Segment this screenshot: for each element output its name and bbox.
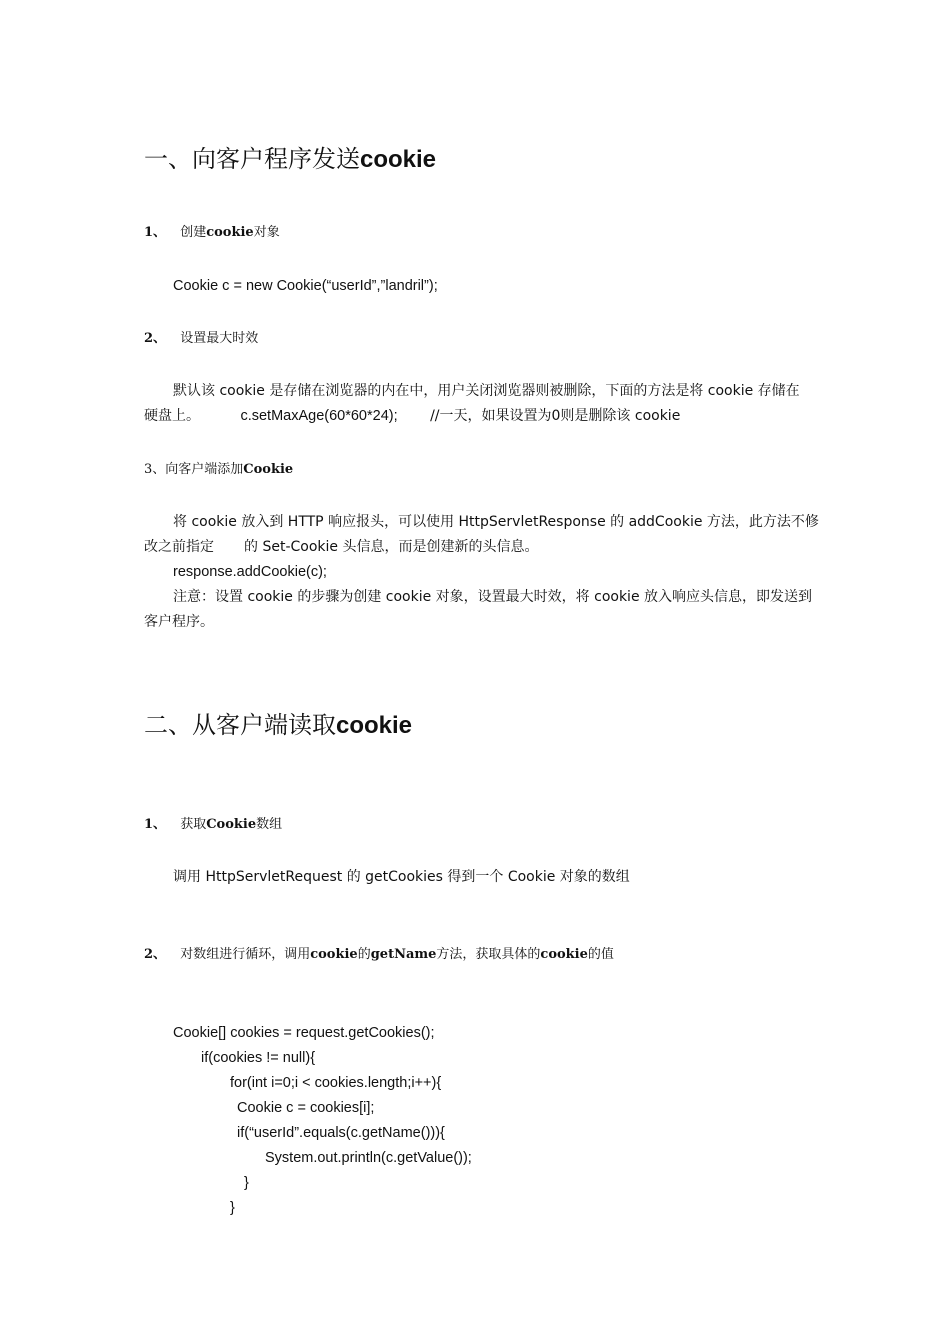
code-line: if(“userId”.equals(c.getName())){ [237, 1125, 445, 1141]
code-line: } [244, 1175, 249, 1191]
item-text-pre: 3、向客户端添加 [144, 462, 244, 477]
section-1-heading [144, 144, 436, 175]
para-max-age-line-1: 默认该 cookie 是存储在浏览器的内在中，用户关闭浏览器则被删除，下面的方法是将 cookie 存储在 [173, 383, 800, 399]
item-text: 的 [357, 947, 371, 962]
item-text-pre: 创建 [180, 225, 207, 240]
note-line-2: 客户程序。 [144, 614, 214, 630]
note-line-1: 注意：设置 cookie 的步骤为创建 cookie 对象，设置最大时效，将 cookie 放入响应头信息，即发送到 [173, 589, 813, 605]
code-line: } [230, 1200, 235, 1216]
code-line: if(cookies != null){ [201, 1050, 316, 1066]
item-text-bold: cookie [206, 225, 254, 240]
item-text-pre: 获取 [180, 817, 207, 832]
para-max-age-line-2 [144, 407, 680, 425]
code-comment: //一天，如果设置为0则是删除该 cookie [430, 408, 681, 424]
item-text: 的值 [587, 947, 614, 962]
section-1-item-3 [144, 461, 293, 479]
item-number: 1、 [144, 817, 167, 832]
section-2-heading-prefix: 二、从客户端读取 [144, 711, 336, 739]
para-add-cookie-line-1: 将 cookie 放入到 HTTP 响应报头，可以使用 HttpServletResponse 的 addCookie 方法，此方法不修 [173, 514, 819, 530]
item-number: 2、 [144, 331, 167, 346]
item-number: 2、 [144, 947, 167, 962]
item-text-bold: cookie [310, 947, 358, 962]
section-1-item-1 [144, 224, 280, 242]
code-set-max-age: c.setMaxAge(60*60*24); [240, 408, 398, 424]
para-text: 硬盘上。 [144, 408, 200, 424]
item-text: 设置最大时效 [180, 331, 259, 346]
para-text: 改之前指定 [144, 539, 214, 555]
section-2-heading-keyword: cookie [336, 712, 413, 739]
para-get-cookies: 调用 HttpServletRequest 的 getCookies 得到一个 Cookie 对象的数组 [173, 869, 630, 885]
code-line: Cookie[] cookies = request.getCookies(); [173, 1025, 435, 1041]
code-line: for(int i=0;i < cookies.length;i++){ [230, 1075, 442, 1091]
item-text-bold: Cookie [206, 817, 257, 832]
code-line: Cookie c = cookies[i]; [237, 1100, 375, 1116]
code-add-cookie: response.addCookie(c); [173, 564, 327, 580]
item-text-bold: getName [370, 947, 437, 962]
section-2-heading [144, 710, 412, 741]
para-text: 的 Set-Cookie 头信息，而是创建新的头信息。 [244, 539, 539, 555]
section-1-item-2 [144, 330, 258, 348]
item-text-post: 数组 [256, 817, 283, 832]
section-1-heading-keyword: cookie [360, 146, 437, 173]
item-text: 方法，获取具体的 [436, 947, 541, 962]
item-number: 1、 [144, 225, 167, 240]
para-add-cookie-line-2 [144, 538, 538, 556]
section-2-item-1 [144, 816, 282, 834]
code-create-cookie: Cookie c = new Cookie(“userId”,”landril”); [173, 278, 438, 294]
item-text: 对数组进行循环，调用 [180, 947, 311, 962]
item-text-bold: Cookie [243, 462, 294, 477]
section-1-heading-prefix: 一、向客户程序发送 [144, 145, 360, 173]
item-text-post: 对象 [253, 225, 280, 240]
section-2-item-2 [144, 946, 614, 964]
item-text-bold: cookie [540, 947, 588, 962]
code-line: System.out.println(c.getValue()); [265, 1150, 472, 1166]
